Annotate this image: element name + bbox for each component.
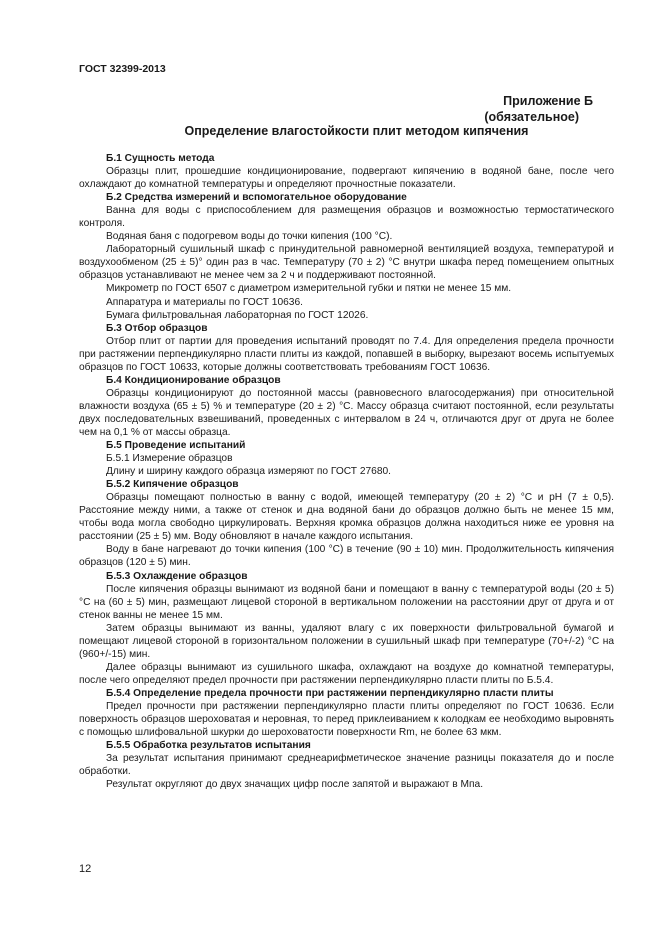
paragraph: За результат испытания принимают среднеарифметическое значение разницы показателя до и после обработки. [79, 753, 614, 778]
paragraph: Отбор плит от партии для проведения испытаний проводят по 7.4. Для определения предела прочности при растяжении перпендикулярно пласти плиты из каждой, попавшей в выборку, вырезают восемь испытуемых образцов по ГОСТ 10633, которые должны соответствовать требованиям ГОСТ 10636. [79, 335, 614, 373]
section-heading: Б.3 Отбор образцов [106, 322, 208, 334]
paragraph: Предел прочности при растяжении перпендикулярно пласти плиты определяют по ГОСТ 10636. Если поверхность образцов шероховатая и неровная, то перед приклеиванием к колодкам ее необходимо выровнять с помощью шлифовальной шкурки до шероховатости поверхности Rm, не более 63 мкм. [79, 700, 614, 739]
paragraph: Образцы кондиционируют до постоянной массы (равновесного влагосодержания) при относительной влажности воздуха (65 ± 5) % и температуре (20 ± 2) °C. Массу образца считают постоянной, если результаты двух последовательных взвешиваний, проведенных с интервалом в 24 ч, отличаются друг от друга не более чем на 0,1 % от массы образца. [79, 387, 614, 438]
section-heading: Б.2 Средства измерений и вспомогательное оборудование [106, 192, 407, 204]
paragraph: Далее образцы вынимают из сушильного шкафа, охлаждают на воздухе до комнатной температуры, после чего определяют предел прочности при растяжении перпендикулярно пласти плиты по Б.5.4. [79, 661, 614, 686]
section-heading: Б.5.3 Охлаждение образцов [106, 570, 248, 582]
section-heading: Б.5.2 Кипячение образцов [106, 479, 239, 491]
document-header: ГОСТ 32399-2013 [79, 63, 166, 75]
appendix-title: Приложение Б [503, 94, 593, 108]
paragraph: Образцы плит, прошедшие кондиционирование, подвергают кипячению в водяной бане, после чего охлаждают до комнатной температуры и определяют прочностные показатели. [79, 166, 614, 191]
appendix-name: Определение влагостойкости плит методом кипячения [184, 124, 529, 138]
paragraph: Б.5.1 Измерение образцов [106, 453, 233, 465]
paragraph: Результат округляют до двух значащих цифр после запятой и выражают в Мпа. [106, 779, 484, 791]
paragraph: Длину и ширину каждого образца измеряют по ГОСТ 27680. [106, 466, 391, 478]
paragraph: Образцы помещают полностью в ванну с водой, имеющей температуру (20 ± 2) °C и pH (7 ± 0,5). Расстояние между ними, а также от стенок и дна водяной бани до образцов должно быть не менее 15 мм, чтобы вода могла свободно циркулировать. Верхняя кромка образцов должна находиться ниже ее уровня на расстоянии (25 ± 5) мм. Воду обновляют в начале каждого испытания. [79, 492, 614, 543]
paragraph: Лабораторный сушильный шкаф с принудительной равномерной вентиляцией воздуха, температурой и воздухообменом (25 ± 5)° один раз в час. Температуру (70 ± 2) °C внутри шкафа перед помещением опытных образцов устанавливают не менее чем за 2 ч и поддерживают постоянной. [79, 244, 614, 282]
page-number: 12 [79, 863, 92, 875]
paragraph: После кипячения образцы вынимают из водяной бани и помещают в ванну с температурой воды (20 ± 5) °C на (60 ± 5) мин, размещают лицевой стороной в вертикальном положении на расстоянии друг от друга и от стенок ванны не менее 15 мм. [79, 583, 614, 621]
paragraph: Затем образцы вынимают из ванны, удаляют влагу с их поверхности фильтровальной бумагой и помещают лицевой стороной в горизонтальном положении в сушильный шкаф при температуре (70+/-2) °C на (960+/-15) мин. [79, 622, 614, 660]
section-heading: Б.5.4 Определение предела прочности при растяжении перпендикулярно пласти плиты [106, 687, 554, 699]
appendix-status: (обязательное) [484, 110, 579, 124]
paragraph: Аппаратура и материалы по ГОСТ 10636. [106, 296, 303, 308]
paragraph: Ванна для воды с приспособлением для размещения образцов и возможностью термостатического контроля. [79, 205, 614, 230]
paragraph: Водяная баня с подогревом воды до точки кипения (100 °C). [106, 231, 393, 243]
section-heading: Б.5 Проведение испытаний [106, 440, 246, 452]
appendix-heading [120, 93, 593, 125]
paragraph: Микрометр по ГОСТ 6507 с диаметром измерительной губки и пятки не менее 15 мм. [106, 283, 512, 295]
section-heading: Б.1 Сущность метода [106, 153, 215, 164]
section-heading: Б.4 Кондиционирование образцов [106, 374, 281, 386]
section-heading: Б.5.5 Обработка результатов испытания [106, 740, 311, 752]
paragraph: Воду в бане нагревают до точки кипения (100 °C) в течение (90 ± 10) мин. Продолжительность кипячения образцов (120 ± 5) мин. [79, 544, 614, 569]
paragraph: Бумага фильтровальная лабораторная по ГОСТ 12026. [106, 309, 369, 321]
document-body [79, 152, 614, 791]
